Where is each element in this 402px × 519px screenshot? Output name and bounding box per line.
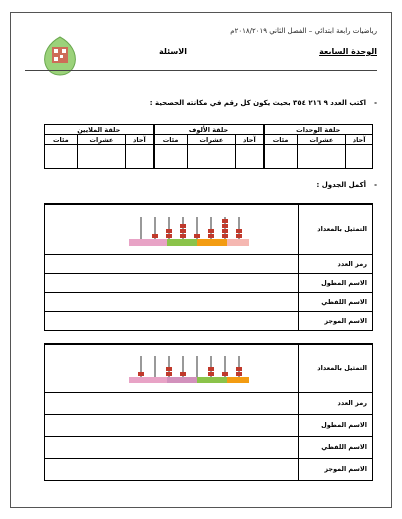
row-label-short: الاسم الموجز xyxy=(299,458,373,480)
row-label-abacus: التمثيل بالمعداد xyxy=(299,344,373,392)
question-2-text: أكمل الجدول : xyxy=(316,181,367,189)
answer-cell[interactable] xyxy=(264,145,298,169)
place-header: عشرات xyxy=(297,135,346,145)
abacus-picture-cell xyxy=(45,344,299,392)
row-label-number: رمز العدد xyxy=(299,392,373,414)
place-header: مئات xyxy=(264,135,298,145)
place-value-table xyxy=(44,124,373,169)
answer-cell[interactable] xyxy=(45,458,299,480)
question-1-dash: - xyxy=(374,99,377,107)
answer-cell[interactable] xyxy=(346,145,373,169)
question-1 xyxy=(150,99,377,107)
answer-cell[interactable] xyxy=(236,145,264,169)
answer-cell[interactable] xyxy=(45,311,299,330)
answer-cell[interactable] xyxy=(45,436,299,458)
answer-cell[interactable] xyxy=(187,145,236,169)
place-header: آحاد xyxy=(346,135,373,145)
abacus-table-1 xyxy=(44,203,373,331)
answer-cell[interactable] xyxy=(45,414,299,436)
unit-title xyxy=(319,47,377,56)
question-1-text: اكتب العدد ٩ ٢١٦ ٣٥٤ بحيث يكون كل رقم في مكانته الحصحية : xyxy=(149,99,367,107)
row-label-verbal: الاسم اللفظي xyxy=(299,292,373,311)
question-2-dash: - xyxy=(374,181,377,189)
answer-cell[interactable] xyxy=(126,145,154,169)
period-thousands-header: حلقة الألوف xyxy=(154,125,264,135)
abacus-1-picture xyxy=(127,209,257,249)
worksheet-page xyxy=(10,12,392,508)
unit-title-text: الوحدة السابعة xyxy=(319,47,377,56)
place-header: مئات xyxy=(154,135,188,145)
row-label-number: رمز العدد xyxy=(299,254,373,273)
row-label-expanded: الاسم المطول xyxy=(299,414,373,436)
abacus-2-picture xyxy=(127,350,257,386)
questions-title: الاسئلة xyxy=(159,47,187,56)
period-millions-header: حلقة الملايين xyxy=(45,125,154,135)
row-label-verbal: الاسم اللفظي xyxy=(299,436,373,458)
place-header: آحاد xyxy=(126,135,154,145)
period-units-header: حلقة الوحدات xyxy=(264,125,373,135)
answer-cell[interactable] xyxy=(45,273,299,292)
answer-cell[interactable] xyxy=(154,145,188,169)
abacus-picture-cell xyxy=(45,204,299,254)
row-label-expanded: الاسم المطول xyxy=(299,273,373,292)
answer-cell[interactable] xyxy=(297,145,346,169)
header-subject-line: رياضيات رابعة ابتدائي – الفصل الثاني ٢٠١٨/٢٠١٩م xyxy=(230,27,377,35)
answer-cell[interactable] xyxy=(77,145,126,169)
answer-cell[interactable] xyxy=(45,392,299,414)
question-2 xyxy=(316,181,377,189)
header-divider xyxy=(25,70,377,71)
place-header: مئات xyxy=(45,135,78,145)
answer-cell[interactable] xyxy=(45,254,299,273)
row-label-short: الاسم الموجز xyxy=(299,311,373,330)
row-label-abacus: التمثيل بالمعداد xyxy=(299,204,373,254)
answer-cell[interactable] xyxy=(45,292,299,311)
abacus-table-2 xyxy=(44,343,373,481)
place-header: عشرات xyxy=(187,135,236,145)
place-header: عشرات xyxy=(77,135,126,145)
answer-cell[interactable] xyxy=(45,145,78,169)
place-header: آحاد xyxy=(236,135,264,145)
